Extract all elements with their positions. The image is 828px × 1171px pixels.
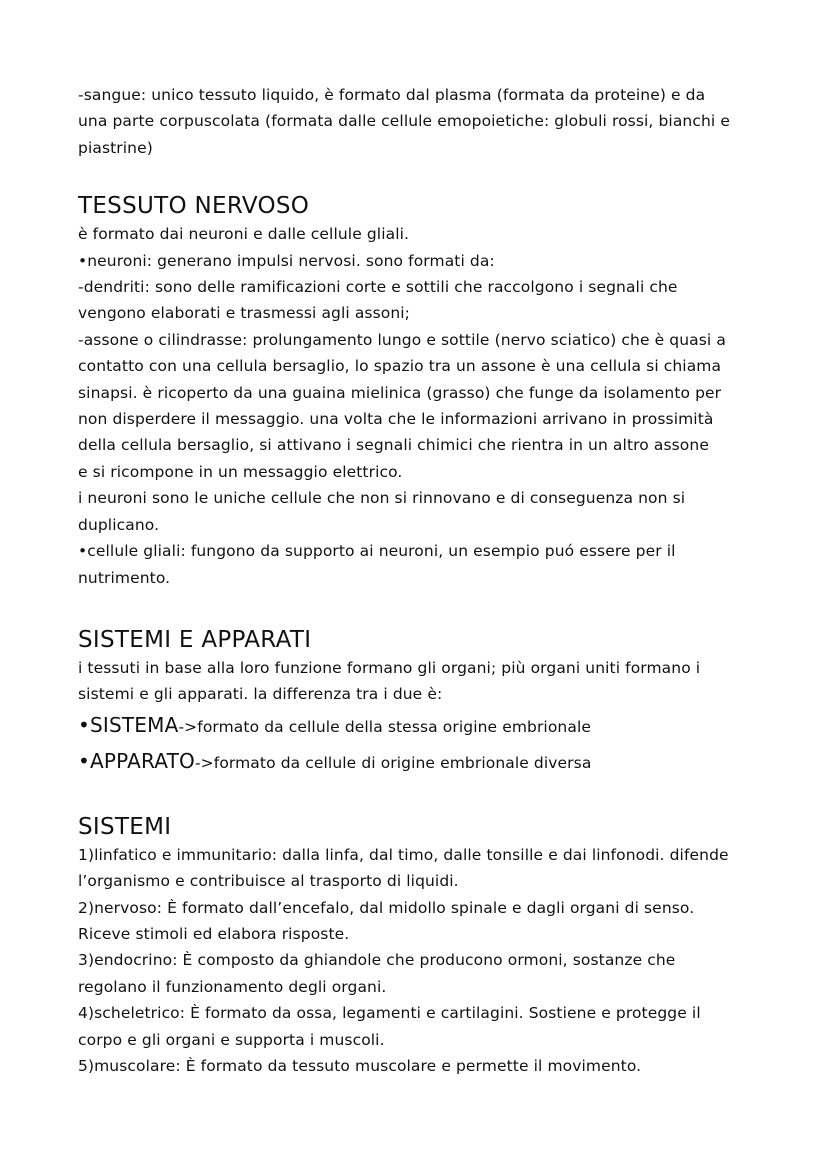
nervous-tissue-section	[78, 191, 758, 591]
apparato-term: •APPARATO	[78, 748, 195, 773]
text-line: regolano il funzionamento degli organi.	[78, 977, 387, 996]
systems-apparatus-section	[78, 625, 758, 780]
text-line: 5)muscolare: È formato da tessuto muscolare e permette il movimento.	[78, 1056, 642, 1075]
text-line: -sangue: unico tessuto liquido, è formato dal plasma (formata da proteine) e da	[78, 86, 706, 104]
text-line: •neuroni: generano impulsi nervosi. sono formati da:	[78, 251, 495, 270]
text-line: duplicano.	[78, 515, 160, 534]
text-line: piastrine)	[78, 138, 153, 157]
text-line: della cellula bersaglio, si attivano i segnali chimici che rientra in un altro assone	[78, 436, 709, 455]
text-line: è formato dai neuroni e dalle cellule gliali.	[78, 225, 410, 244]
section-heading-nervous: TESSUTO NERVOSO	[78, 193, 310, 220]
text-line: sistemi e gli apparati. la differenza tra i due è:	[78, 685, 443, 704]
text-line: -dendriti: sono delle ramificazioni corte e sottili che raccolgono i segnali che	[78, 278, 678, 297]
apparato-text: ->formato da cellule di origine embrionale diversa	[194, 753, 592, 772]
apparato-definition	[78, 744, 758, 780]
text-line: corpo e gli organi e supporta i muscoli.	[78, 1030, 385, 1049]
text-line: non disperdere il messaggio. una volta che le informazioni arrivano in prossimità	[78, 410, 714, 429]
systems-list-section	[78, 812, 758, 1080]
text-line: 2)nervoso: È formato dall’encefalo, dal midollo spinale e dagli organi di senso.	[78, 898, 695, 917]
text-line: sinapsi. è ricoperto da una guaina mielinica (grasso) che funge da isolamento per	[78, 383, 722, 402]
text-line: nutrimento.	[78, 568, 171, 587]
blood-section	[78, 82, 758, 161]
text-line: 1)linfatico e immunitario: dalla linfa, dal timo, dalle tonsille e dai linfonodi. difende	[78, 845, 729, 864]
text-line: contatto con una cellula bersaglio, lo spazio tra un assone è una cellula si chiama	[78, 357, 722, 376]
section-heading-systems: SISTEMI	[78, 813, 172, 840]
text-line: Riceve stimoli ed elabora risposte.	[78, 924, 350, 943]
text-line: •cellule gliali: fungono da supporto ai neuroni, un esempio puó essere per il	[78, 542, 676, 561]
text-line: i neuroni sono le uniche cellule che non si rinnovano e di conseguenza non si	[78, 489, 686, 508]
text-line: e si ricompone in un messaggio elettrico.	[78, 462, 403, 481]
text-line: i tessuti in base alla loro funzione formano gli organi; più organi uniti formano i	[78, 658, 701, 677]
sistema-term: •SISTEMA	[78, 712, 179, 737]
text-line: 3)endocrino: È composto da ghiandole che producono ormoni, sostanze che	[78, 951, 676, 970]
text-line: 4)scheletrico: È formato da ossa, legamenti e cartilagini. Sostiene e protegge il	[78, 1004, 701, 1023]
text-line: l’organismo e contribuisce al trasporto di liquidi.	[78, 872, 459, 891]
sistema-definition	[78, 708, 758, 744]
section-heading-apparatus: SISTEMI E APPARATI	[78, 626, 312, 653]
text-line: -assone o cilindrasse: prolungamento lungo e sottile (nervo sciatico) che è quasi a	[78, 330, 726, 349]
sistema-text: ->formato da cellule della stessa origine embrionale	[178, 717, 591, 736]
text-line: una parte corpuscolata (formata dalle cellule emopoietiche: globuli rossi, bianchi e	[78, 112, 730, 131]
document-body	[78, 82, 758, 1079]
text-line: vengono elaborati e trasmessi agli assoni;	[78, 304, 411, 323]
